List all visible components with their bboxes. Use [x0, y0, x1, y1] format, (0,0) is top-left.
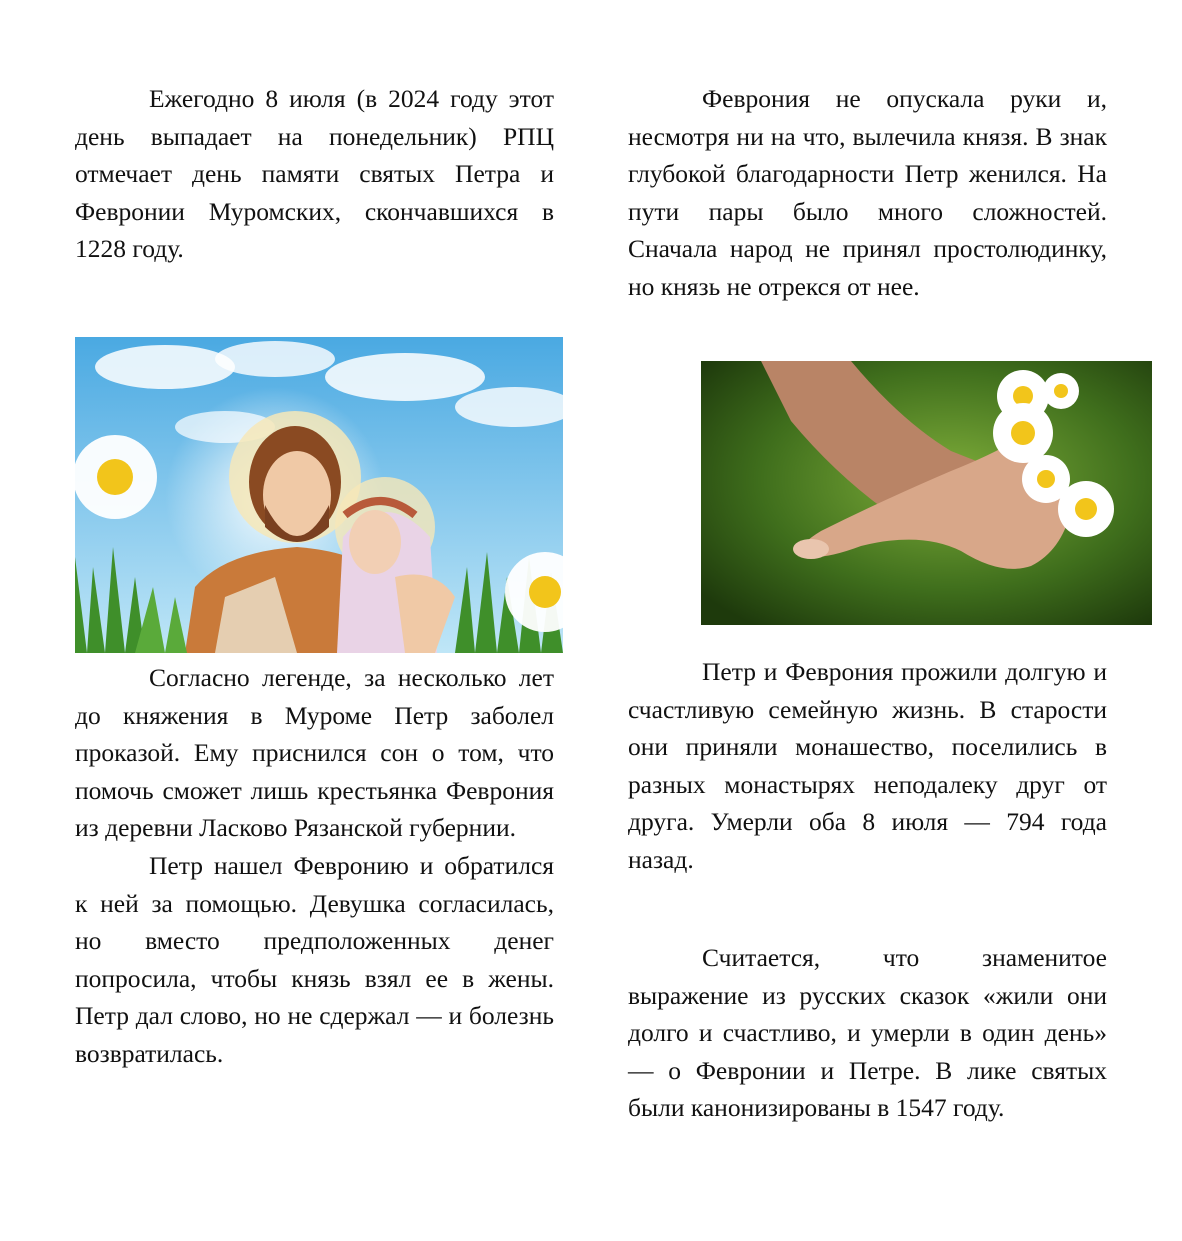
saints-illustration-svg	[75, 337, 563, 653]
right-column-top	[628, 80, 1107, 306]
right-paragraph-3: Считается, что знаменитое выражение из русских сказок «жили они долго и счастливо, и умерли в один день» — о Февронии и Петре. В лике святых были канонизированы в 1547 году.	[628, 943, 1107, 1123]
right-paragraph-1: Феврония не опускала руки и, несмотря ни на что, вылечила князя. В знак глубокой благодарности Петр женился. На пути пары было много сложностей. Сначала народ не принял простолюдинку, но князь не отрекся от нее.	[628, 84, 1107, 301]
left-paragraph-2: Согласно легенде, за несколько лет до княжения в Муроме Петр заболел проказой. Ему приснился сон о том, что помочь сможет лишь крестьянка Феврония из деревни Ласково Рязанской губернии.	[75, 663, 554, 843]
left-column-top	[75, 80, 554, 268]
fevronia-face	[349, 510, 401, 574]
right-column-middle	[628, 653, 1107, 879]
daisy-left-icon	[75, 435, 157, 519]
hands-photo-svg	[701, 361, 1152, 625]
right-paragraph-2: Петр и Феврония прожили долгую и счастливую семейную жизнь. В старости они приняли монашество, поселились в разных монастырях неподалеку друг от друга. Умерли оба 8 июля — 794 года назад.	[628, 657, 1107, 874]
left-paragraph-3: Петр нашел Февронию и обратился к ней за помощью. Девушка согласилась, но вместо предположенных денег попросила, чтобы князь взял ее в жены. Петр дал слово, но не сдержал — и болезнь возвратилась.	[75, 850, 554, 1068]
left-paragraph-1: Ежегодно 8 июля (в 2024 году этот день выпадает на понедельник) РПЦ отмечает день памяти святых Петра и Февронии Муромских, скончавшихся в 1228 году.	[75, 84, 554, 264]
hands-photo	[701, 361, 1152, 625]
right-column-bottom	[628, 939, 1107, 1127]
left-column-bottom	[75, 659, 554, 1073]
saints-illustration	[75, 337, 563, 653]
